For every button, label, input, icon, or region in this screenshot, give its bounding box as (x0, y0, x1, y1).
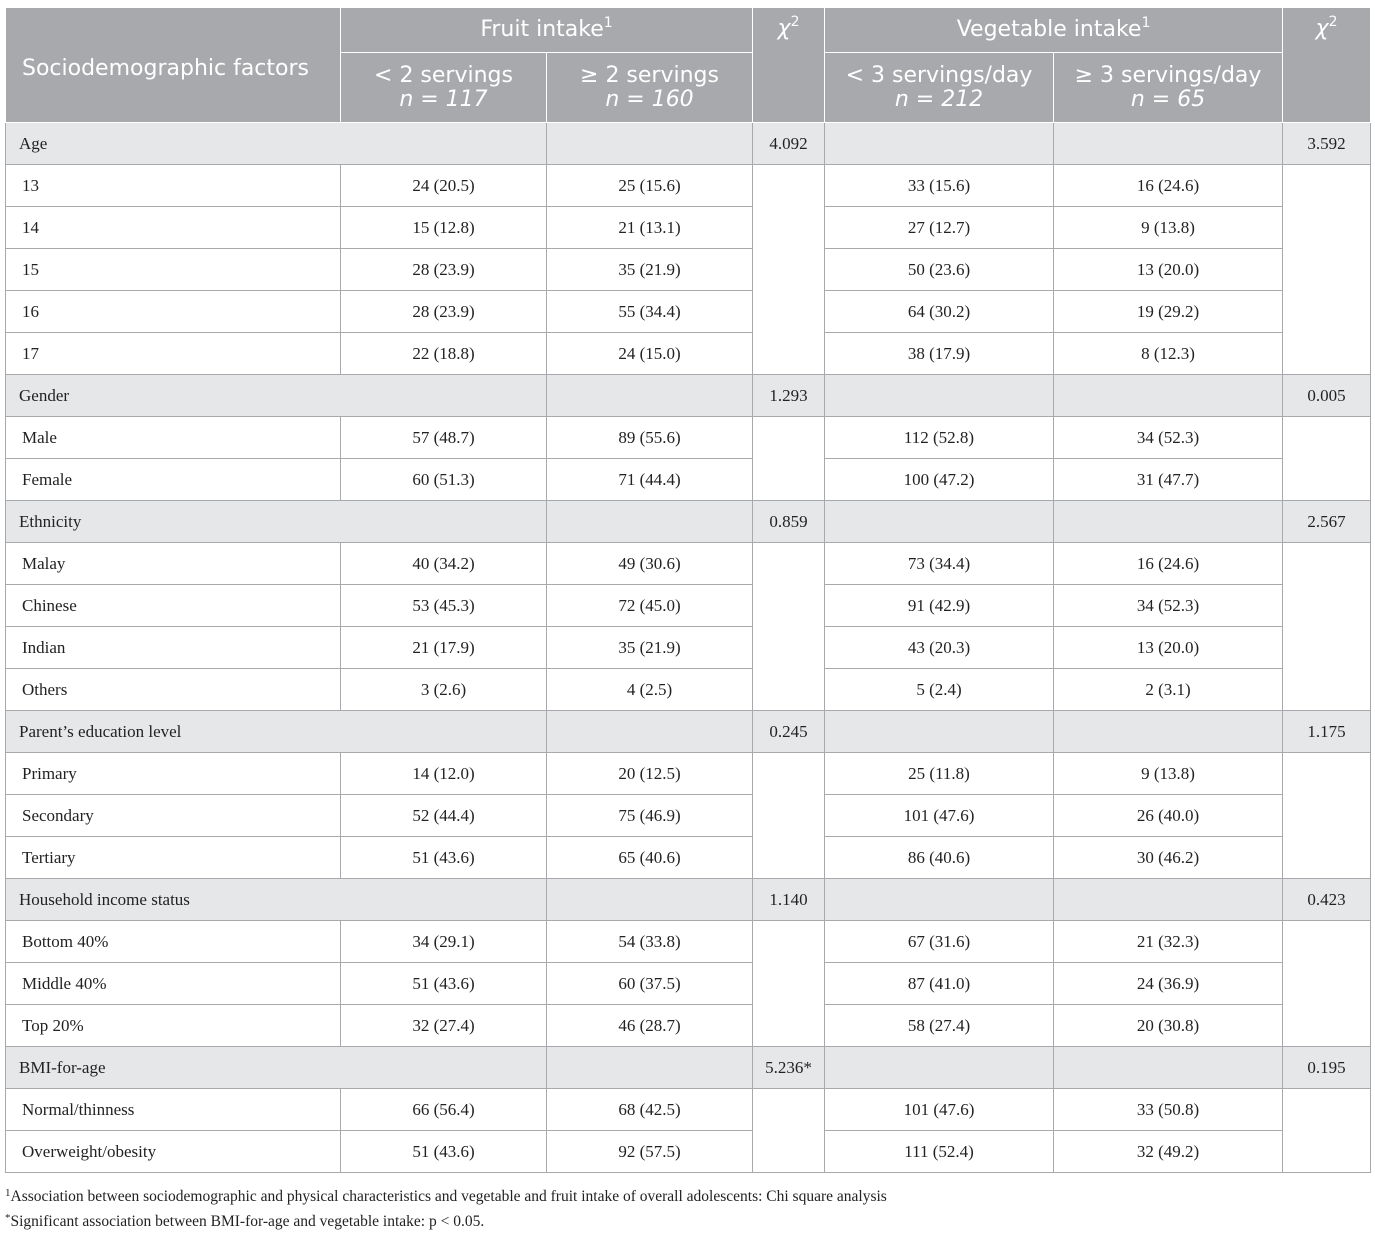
row-label: Female (6, 459, 341, 501)
fruit-lt2-cell: 28 (23.9) (341, 249, 547, 291)
veg-ge3-cell: 31 (47.7) (1054, 459, 1283, 501)
header-vegetable-intake: Vegetable intake$^1$ (825, 8, 1283, 53)
veg-ge3-cell: 34 (52.3) (1054, 585, 1283, 627)
veg-ge3-cell: 8 (12.3) (1054, 333, 1283, 375)
chi-fruit-blank (753, 753, 825, 879)
veg-ge3-cell: 16 (24.6) (1054, 165, 1283, 207)
veg-lt3-cell: 86 (40.6) (825, 837, 1054, 879)
section-blank-cell (547, 375, 753, 417)
fruit-ge2-cell: 35 (21.9) (547, 249, 753, 291)
fruit-lt2-cell: 60 (51.3) (341, 459, 547, 501)
chi-veg-blank (1283, 753, 1371, 879)
fruit-lt2-cell: 14 (12.0) (341, 753, 547, 795)
section-label: Household income status (6, 879, 547, 921)
table-row (6, 963, 1371, 1005)
row-label: 15 (6, 249, 341, 291)
veg-lt3-cell: 100 (47.2) (825, 459, 1054, 501)
veg-ge3-cell: 21 (32.3) (1054, 921, 1283, 963)
fruit-ge2-cell: 49 (30.6) (547, 543, 753, 585)
section-row (6, 879, 1371, 921)
header-veg-lt3: < 3 servings/day n = 212 (825, 53, 1054, 123)
fruit-lt2-cell: 51 (43.6) (341, 963, 547, 1005)
chi-fruit-blank (753, 1089, 825, 1173)
chi-square-veg-value: 0.423 (1283, 879, 1371, 921)
chi-square-veg-value: 1.175 (1283, 711, 1371, 753)
fruit-lt2-cell: 51 (43.6) (341, 1131, 547, 1173)
veg-ge3-cell: 13 (20.0) (1054, 249, 1283, 291)
section-blank-cell (1054, 375, 1283, 417)
fruit-lt2-cell: 32 (27.4) (341, 1005, 547, 1047)
section-row (6, 375, 1371, 417)
fruit-ge2-cell: 65 (40.6) (547, 837, 753, 879)
row-label: Indian (6, 627, 341, 669)
chi-square-veg-value: 0.005 (1283, 375, 1371, 417)
section-blank-cell (825, 879, 1054, 921)
veg-ge3-cell: 24 (36.9) (1054, 963, 1283, 1005)
chi-square-fruit-value: 1.293 (753, 375, 825, 417)
fruit-ge2-cell: 55 (34.4) (547, 291, 753, 333)
section-blank-cell (547, 879, 753, 921)
row-label: Top 20% (6, 1005, 341, 1047)
header-fruit-intake: Fruit intake$^1$ (341, 8, 753, 53)
section-label: Age (6, 123, 547, 165)
fruit-lt2-cell: 52 (44.4) (341, 795, 547, 837)
veg-lt3-cell: 112 (52.8) (825, 417, 1054, 459)
veg-ge3-cell: 20 (30.8) (1054, 1005, 1283, 1047)
table-row (6, 333, 1371, 375)
veg-lt3-cell: 43 (20.3) (825, 627, 1054, 669)
table-row (6, 669, 1371, 711)
table-row (6, 417, 1371, 459)
fruit-ge2-cell: 72 (45.0) (547, 585, 753, 627)
row-label: 16 (6, 291, 341, 333)
veg-lt3-cell: 73 (34.4) (825, 543, 1054, 585)
table-row (6, 291, 1371, 333)
chi-veg-blank (1283, 921, 1371, 1047)
veg-ge3-cell: 2 (3.1) (1054, 669, 1283, 711)
chi-veg-blank (1283, 165, 1371, 375)
veg-lt3-cell: 33 (15.6) (825, 165, 1054, 207)
chi-square-fruit-value: 1.140 (753, 879, 825, 921)
fruit-lt2-cell: 21 (17.9) (341, 627, 547, 669)
header-fruit-ge2: ≥ 2 servings n = 160 (547, 53, 753, 123)
chi-square-fruit-value: 0.859 (753, 501, 825, 543)
chi-fruit-blank (753, 543, 825, 711)
chi-square-veg-value: 3.592 (1283, 123, 1371, 165)
table-row (6, 627, 1371, 669)
veg-lt3-cell: 50 (23.6) (825, 249, 1054, 291)
fruit-lt2-cell: 34 (29.1) (341, 921, 547, 963)
fruit-ge2-cell: 71 (44.4) (547, 459, 753, 501)
chi-fruit-blank (753, 921, 825, 1047)
fruit-lt2-cell: 66 (56.4) (341, 1089, 547, 1131)
veg-lt3-cell: 27 (12.7) (825, 207, 1054, 249)
section-row (6, 711, 1371, 753)
section-label: Ethnicity (6, 501, 547, 543)
veg-lt3-cell: 5 (2.4) (825, 669, 1054, 711)
row-label: Bottom 40% (6, 921, 341, 963)
table-row (6, 165, 1371, 207)
header-chi-square-veg: $\chi^2$ (1283, 8, 1371, 123)
header-factors: Sociodemographic factors (6, 8, 341, 123)
fruit-ge2-cell: 92 (57.5) (547, 1131, 753, 1173)
section-blank-cell (547, 1047, 753, 1089)
table-row (6, 921, 1371, 963)
footnote-2: *Significant association between BMI-for-age and vegetable intake: p < 0.05. (5, 1212, 485, 1230)
row-label: Chinese (6, 585, 341, 627)
table-body (6, 123, 1371, 1173)
veg-ge3-cell: 13 (20.0) (1054, 627, 1283, 669)
section-blank-cell (1054, 501, 1283, 543)
fruit-lt2-cell: 22 (18.8) (341, 333, 547, 375)
fruit-lt2-cell: 40 (34.2) (341, 543, 547, 585)
row-label: Secondary (6, 795, 341, 837)
veg-lt3-cell: 91 (42.9) (825, 585, 1054, 627)
section-blank-cell (547, 123, 753, 165)
table-row (6, 837, 1371, 879)
fruit-ge2-cell: 21 (13.1) (547, 207, 753, 249)
row-label: 13 (6, 165, 341, 207)
row-label: Malay (6, 543, 341, 585)
table-row (6, 207, 1371, 249)
section-row (6, 501, 1371, 543)
fruit-ge2-cell: 24 (15.0) (547, 333, 753, 375)
table-row (6, 585, 1371, 627)
chi-veg-blank (1283, 1089, 1371, 1173)
data-table (5, 7, 1371, 1173)
section-blank-cell (1054, 711, 1283, 753)
chi-square-fruit-value: 4.092 (753, 123, 825, 165)
section-blank-cell (825, 1047, 1054, 1089)
fruit-ge2-cell: 4 (2.5) (547, 669, 753, 711)
veg-ge3-cell: 34 (52.3) (1054, 417, 1283, 459)
veg-ge3-cell: 19 (29.2) (1054, 291, 1283, 333)
section-blank-cell (825, 123, 1054, 165)
fruit-ge2-cell: 89 (55.6) (547, 417, 753, 459)
row-label: Primary (6, 753, 341, 795)
section-blank-cell (1054, 123, 1283, 165)
fruit-ge2-cell: 60 (37.5) (547, 963, 753, 1005)
veg-lt3-cell: 38 (17.9) (825, 333, 1054, 375)
footnote-1: $^1$Association between sociodemographic and physical characteristics and vegetable and fruit intake of overall adolescents: Chi square analysis (5, 1187, 887, 1205)
table-row (6, 753, 1371, 795)
row-label: Tertiary (6, 837, 341, 879)
table-row (6, 1089, 1371, 1131)
row-label: Middle 40% (6, 963, 341, 1005)
veg-lt3-cell: 64 (30.2) (825, 291, 1054, 333)
fruit-ge2-cell: 75 (46.9) (547, 795, 753, 837)
section-blank-cell (547, 501, 753, 543)
veg-lt3-cell: 25 (11.8) (825, 753, 1054, 795)
chi-square-fruit-value: 0.245 (753, 711, 825, 753)
veg-lt3-cell: 101 (47.6) (825, 1089, 1054, 1131)
chi-square-fruit-value: 5.236* (753, 1047, 825, 1089)
veg-lt3-cell: 111 (52.4) (825, 1131, 1054, 1173)
row-label: Male (6, 417, 341, 459)
row-label: 17 (6, 333, 341, 375)
row-label: Overweight/obesity (6, 1131, 341, 1173)
veg-lt3-cell: 101 (47.6) (825, 795, 1054, 837)
veg-lt3-cell: 87 (41.0) (825, 963, 1054, 1005)
fruit-ge2-cell: 20 (12.5) (547, 753, 753, 795)
chi-square-veg-value: 0.195 (1283, 1047, 1371, 1089)
veg-ge3-cell: 32 (49.2) (1054, 1131, 1283, 1173)
fruit-lt2-cell: 15 (12.8) (341, 207, 547, 249)
fruit-ge2-cell: 54 (33.8) (547, 921, 753, 963)
section-blank-cell (547, 711, 753, 753)
section-blank-cell (825, 501, 1054, 543)
fruit-ge2-cell: 68 (42.5) (547, 1089, 753, 1131)
header-fruit-lt2: < 2 servings n = 117 (341, 53, 547, 123)
veg-ge3-cell: 16 (24.6) (1054, 543, 1283, 585)
fruit-lt2-cell: 3 (2.6) (341, 669, 547, 711)
fruit-ge2-cell: 25 (15.6) (547, 165, 753, 207)
fruit-lt2-cell: 51 (43.6) (341, 837, 547, 879)
fruit-lt2-cell: 53 (45.3) (341, 585, 547, 627)
row-label: 14 (6, 207, 341, 249)
section-label: Parent’s education level (6, 711, 547, 753)
row-label: Others (6, 669, 341, 711)
veg-ge3-cell: 33 (50.8) (1054, 1089, 1283, 1131)
table-row (6, 249, 1371, 291)
section-label: Gender (6, 375, 547, 417)
fruit-ge2-cell: 35 (21.9) (547, 627, 753, 669)
header-chi-square-fruit: $\chi^2$ (753, 8, 825, 123)
table-row (6, 543, 1371, 585)
fruit-ge2-cell: 46 (28.7) (547, 1005, 753, 1047)
table-header (6, 8, 1371, 123)
chi-fruit-blank (753, 417, 825, 501)
chi-square-veg-value: 2.567 (1283, 501, 1371, 543)
section-row (6, 1047, 1371, 1089)
table-row (6, 795, 1371, 837)
veg-lt3-cell: 67 (31.6) (825, 921, 1054, 963)
section-blank-cell (825, 711, 1054, 753)
section-blank-cell (1054, 879, 1283, 921)
section-label: BMI-for-age (6, 1047, 547, 1089)
section-row (6, 123, 1371, 165)
chi-veg-blank (1283, 417, 1371, 501)
fruit-lt2-cell: 24 (20.5) (341, 165, 547, 207)
table-row (6, 459, 1371, 501)
table-row (6, 1131, 1371, 1173)
veg-ge3-cell: 26 (40.0) (1054, 795, 1283, 837)
header-veg-ge3: ≥ 3 servings/day n = 65 (1054, 53, 1283, 123)
veg-ge3-cell: 30 (46.2) (1054, 837, 1283, 879)
table-row (6, 1005, 1371, 1047)
veg-ge3-cell: 9 (13.8) (1054, 207, 1283, 249)
veg-ge3-cell: 9 (13.8) (1054, 753, 1283, 795)
veg-lt3-cell: 58 (27.4) (825, 1005, 1054, 1047)
section-blank-cell (825, 375, 1054, 417)
chi-veg-blank (1283, 543, 1371, 711)
row-label: Normal/thinness (6, 1089, 341, 1131)
fruit-lt2-cell: 28 (23.9) (341, 291, 547, 333)
chi-fruit-blank (753, 165, 825, 375)
fruit-lt2-cell: 57 (48.7) (341, 417, 547, 459)
section-blank-cell (1054, 1047, 1283, 1089)
